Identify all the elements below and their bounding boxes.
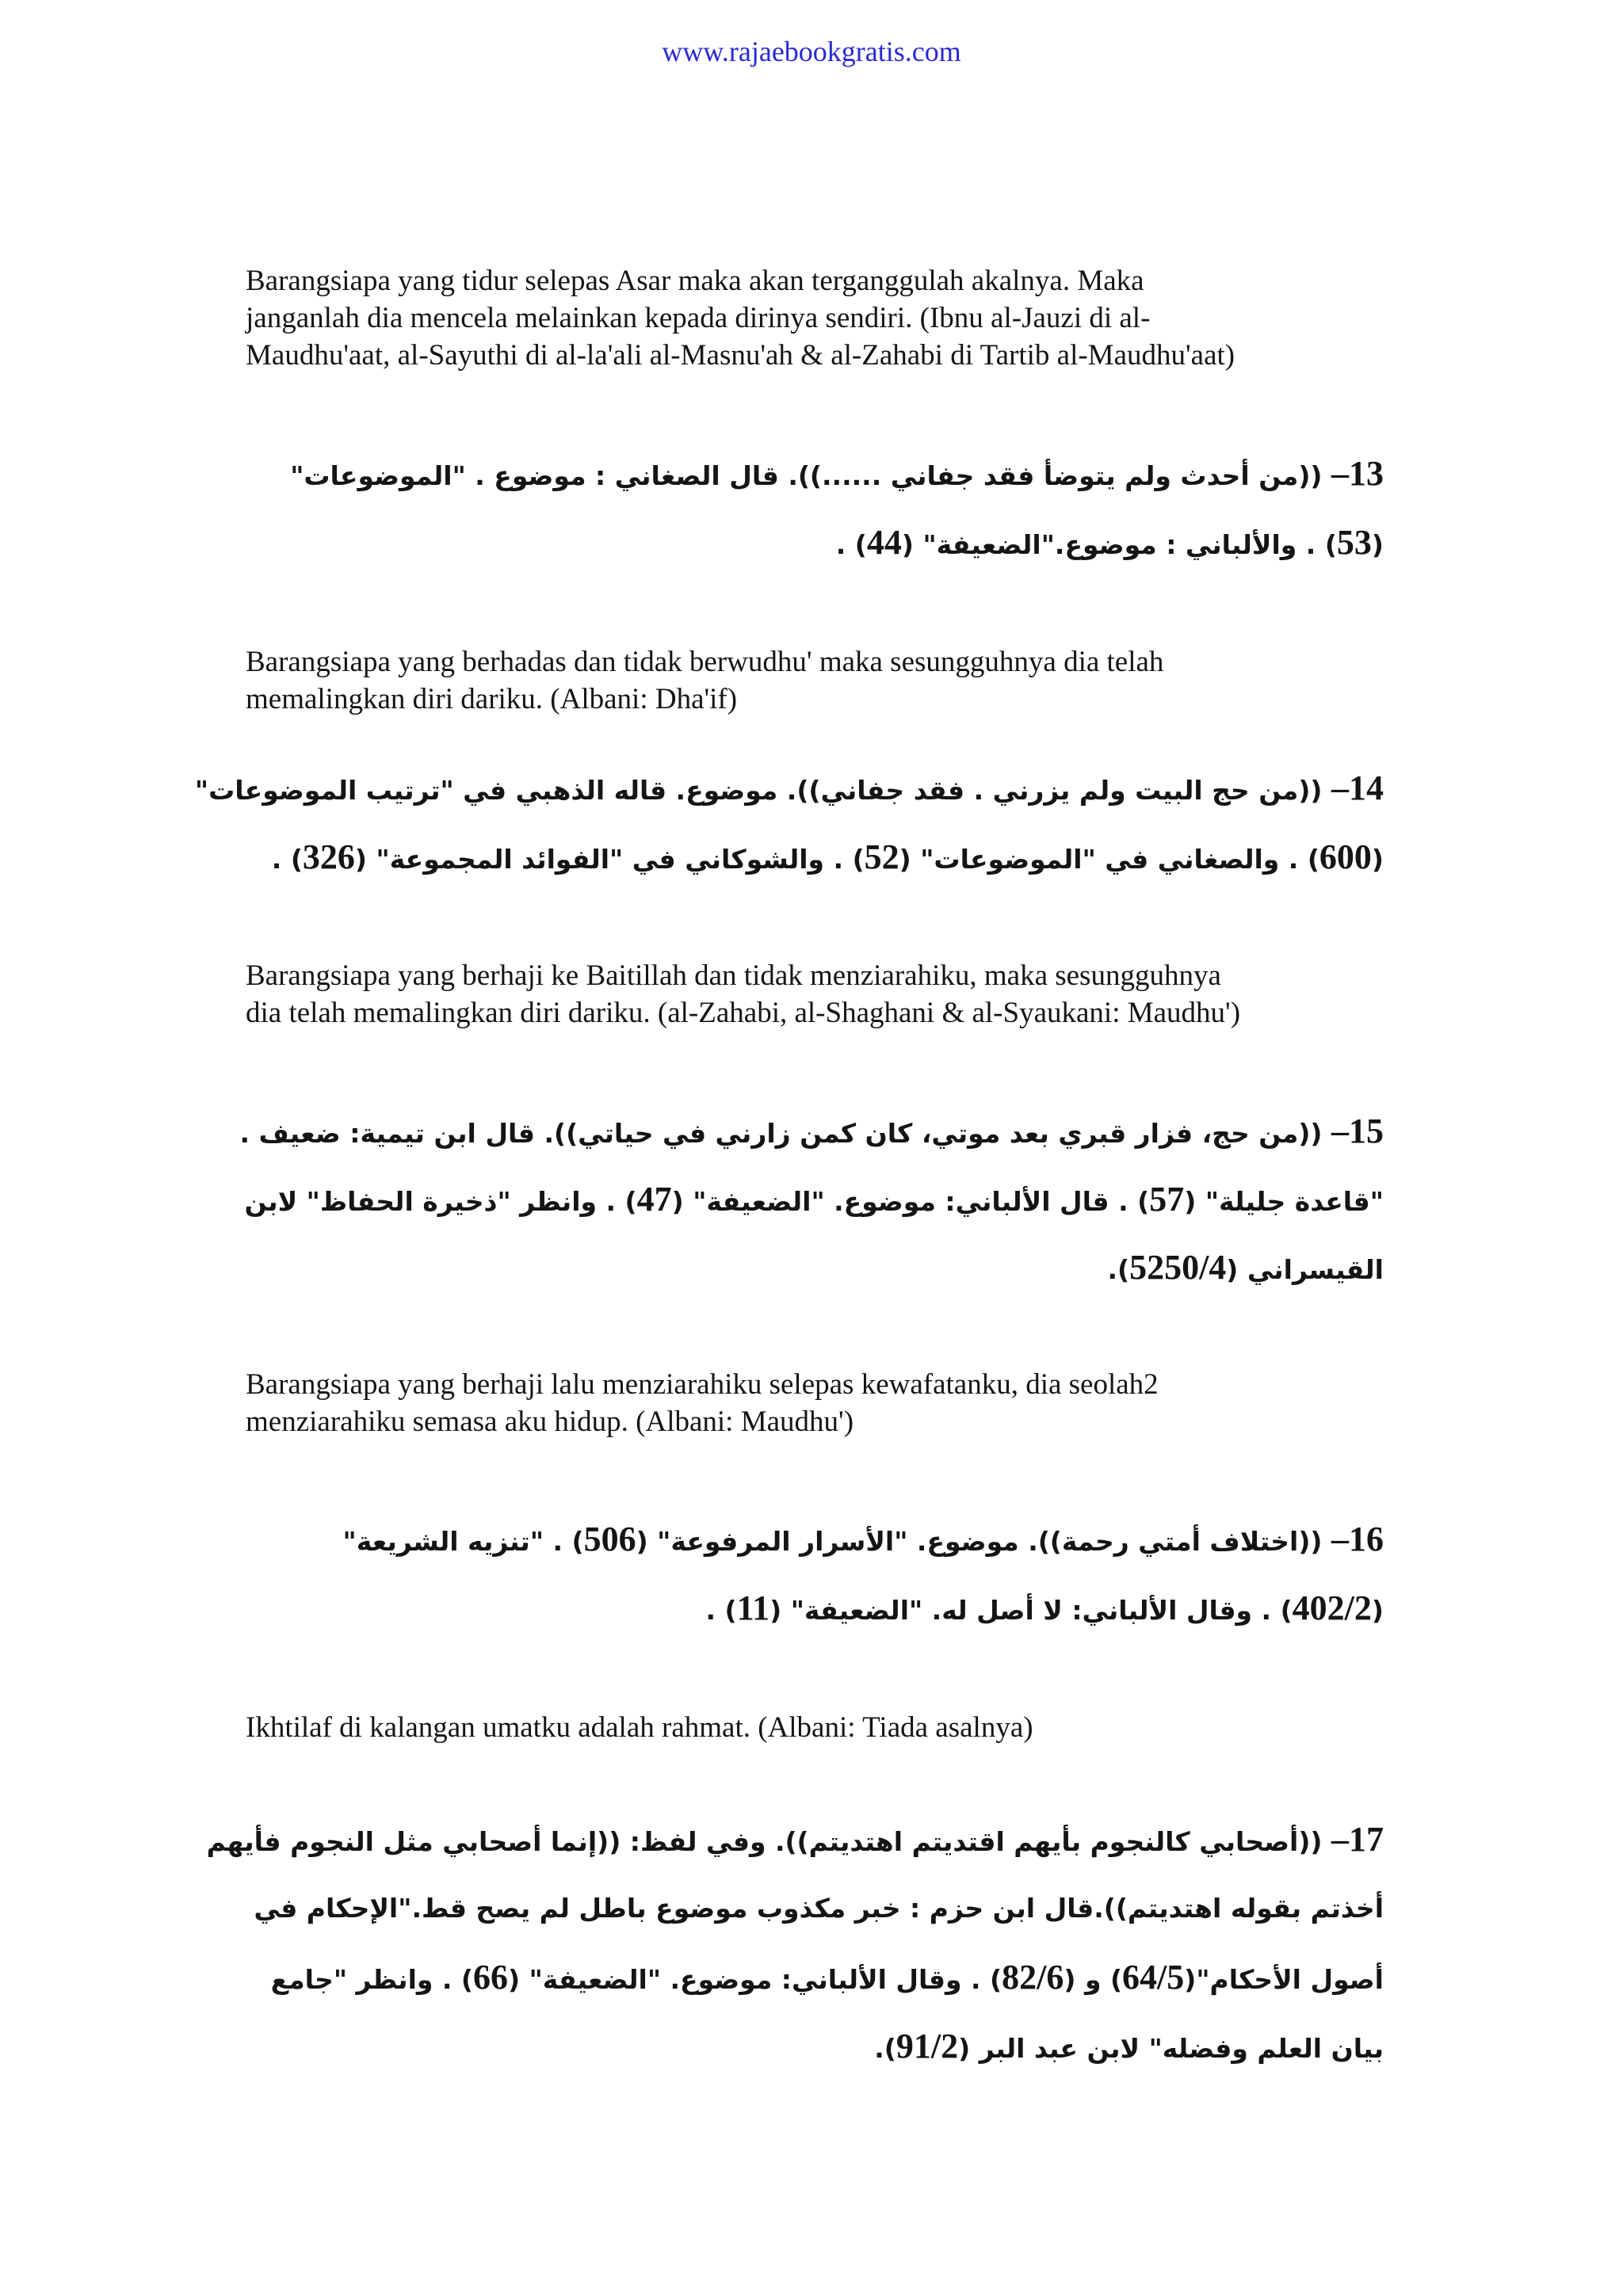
hadith-14-arabic <box>194 753 1384 891</box>
hadith-13-translation <box>246 643 1434 718</box>
arabic-line: 14– ((من حج البيت ولم يزرني . فقد جفاني)). موضوع. قاله الذهبي في "ترتيب الموضوعات" <box>194 769 1384 807</box>
reference-number: 14– <box>1331 769 1384 807</box>
reference-number: 64/5 <box>1122 1958 1185 1997</box>
translation-line: Barangsiapa yang tidur selepas Asar maka akan terganggulah akalnya. Maka <box>246 265 1144 297</box>
translation-line: janganlah dia mencela melainkan kepada dirinya sendiri. (Ibnu al-Jauzi di al- <box>246 302 1151 334</box>
reference-number: 506 <box>583 1520 636 1558</box>
translation-line: Barangsiapa yang berhadas dan tidak berwudhu' maka sesungguhnya dia telah <box>246 646 1164 678</box>
site-url-link[interactable]: www.rajaebookgratis.com <box>662 36 961 67</box>
hadith-15-arabic <box>235 1097 1384 1302</box>
arabic-line: "قاعدة جليلة" (57) . قال الألباني: موضوع. "الضعيفة" (47) . وانظر "ذخيرة الحفاظ" لابن <box>244 1180 1384 1219</box>
arabic-line: 13– ((من أحدث ولم يتوضأ فقد جفاني ......)). قال الصغاني : موضوع . "الموضوعات" <box>290 454 1384 493</box>
arabic-line: (600) . والصغاني في "الموضوعات" (52) . والشوكاني في "الفوائد المجموعة" (326) . <box>271 837 1384 876</box>
arabic-line: (53) . والألباني : موضوع."الضعيفة" (44) . <box>835 523 1384 562</box>
reference-number: 82/6 <box>1002 1958 1064 1997</box>
arabic-line: أخذتم بقوله اهتديتم)).قال ابن حزم : خبر مكذوب موضوع باطل لم يصح قط."الإحكام في <box>254 1893 1384 1924</box>
reference-number: 15– <box>1331 1112 1384 1150</box>
translation-line: memalingkan diri dariku. (Albani: Dha'if) <box>246 683 738 715</box>
arabic-line: (402/2) . وقال الألباني: لا أصل له. "الضعيفة" (11) . <box>705 1589 1384 1627</box>
translation-line: dia telah memalingkan diri dariku. (al-Zahabi, al-Shaghani & al-Syaukani: Maudhu') <box>246 997 1241 1029</box>
reference-number: 600 <box>1319 837 1372 876</box>
reference-number: 11 <box>736 1589 770 1627</box>
translation-line: Maudhu'aat, al-Sayuthi di al-la'ali al-Masnu'ah & al-Zahabi di Tartib al-Maudhu'aat) <box>246 339 1235 372</box>
reference-number: 17– <box>1331 1820 1384 1859</box>
hadith-15-translation <box>246 1366 1434 1440</box>
hadith-13-arabic <box>235 439 1384 577</box>
reference-number: 91/2 <box>896 2027 959 2065</box>
reference-number: 13– <box>1331 454 1384 493</box>
translation-line: Ikhtilaf di kalangan umatku adalah rahmat. (Albani: Tiada asalnya) <box>246 1711 1033 1744</box>
hadith-16-arabic <box>235 1505 1384 1642</box>
translation-line: Barangsiapa yang berhaji lalu menziarahiku selepas kewafatanku, dia seolah2 <box>246 1368 1159 1401</box>
translation-line: Barangsiapa yang berhaji ke Baitillah dan tidak menziarahiku, maka sesungguhnya <box>246 959 1221 992</box>
reference-number: 5250/4 <box>1129 1248 1227 1287</box>
reference-number: 16– <box>1331 1520 1384 1558</box>
arabic-line: 17– ((أصحابي كالنجوم بأيهم اقتديتم اهتديتم)). وفي لفظ: ((إنما أصحابي مثل النجوم فأيهم <box>206 1820 1384 1859</box>
reference-number: 44 <box>866 523 902 562</box>
hadith-16-translation <box>246 1709 1434 1746</box>
arabic-line: القيسراني (5250/4). <box>1107 1248 1384 1287</box>
reference-number: 52 <box>864 837 899 876</box>
reference-number: 66 <box>473 1958 508 1997</box>
reference-number: 402/2 <box>1292 1589 1372 1627</box>
arabic-line: بيان العلم وفضله" لابن عبد البر (91/2). <box>874 2027 1384 2065</box>
arabic-line: 15– ((من حج، فزار قبري بعد موتي، كان كمن زارني في حياتي)). قال ابن تيمية: ضعيف . <box>239 1112 1384 1150</box>
intro-translation <box>246 262 1434 374</box>
hadith-17-arabic <box>206 1805 1384 2081</box>
reference-number: 57 <box>1149 1180 1185 1219</box>
reference-number: 47 <box>636 1180 672 1219</box>
translation-line: menziarahiku semasa aku hidup. (Albani: Maudhu') <box>246 1405 854 1438</box>
reference-number: 53 <box>1336 523 1372 562</box>
arabic-line: 16– ((اختلاف أمتي رحمة)). موضوع. "الأسرار المرفوعة" (506) . "تنزيه الشريعة" <box>342 1520 1384 1558</box>
hadith-14-translation <box>246 957 1434 1032</box>
arabic-line: أصول الأحكام"(64/5) و (82/6) . وقال الألباني: موضوع. "الضعيفة" (66) . وانظر "جامع <box>270 1958 1384 1997</box>
reference-number: 326 <box>302 837 355 876</box>
